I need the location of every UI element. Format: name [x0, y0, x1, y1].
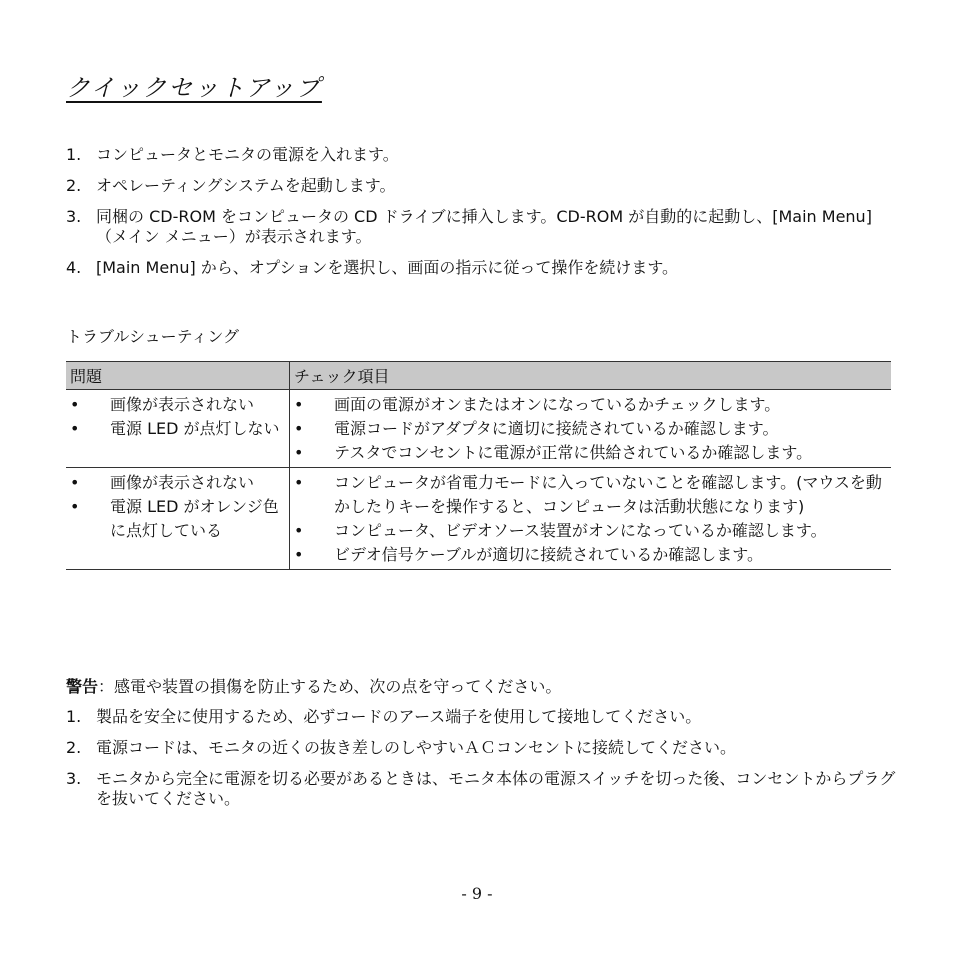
- bullet: •: [70, 395, 80, 414]
- problem-text: 画像が表示されない: [110, 395, 255, 414]
- step-number: 2.: [66, 738, 82, 757]
- warning-steps: [66, 707, 896, 820]
- column-header-check: チェック項目: [290, 362, 892, 390]
- list-item: [290, 471, 891, 519]
- warning-step-item: [66, 707, 896, 727]
- bullet: •: [294, 521, 304, 540]
- check-text: 画面の電源がオンまたはオンになっているかチェックします。: [334, 395, 781, 414]
- list-item: [290, 543, 891, 567]
- problem-text: 電源 LED がオレンジ色に点灯している: [110, 497, 279, 540]
- step-number: 1.: [66, 707, 82, 726]
- check-text: テスタでコンセントに電源が正常に供給されているか確認します。: [334, 443, 813, 462]
- table-header-row: [66, 362, 891, 390]
- problem-cell: [66, 468, 290, 570]
- troubleshooting-table: [66, 361, 891, 570]
- list-item: [66, 417, 289, 441]
- warning-separator: ：: [98, 677, 115, 696]
- check-text: コンピュータが省電力モードに入っていないことを確認します。(マウスを動かしたりキーを操作すると、コンピュータは活動状態になります): [334, 473, 882, 516]
- step-text: モニタから完全に電源を切る必要があるときは、モニタ本体の電源スイッチを切った後、コンセントからプラグを抜いてください。: [96, 769, 896, 808]
- step-number: 3.: [66, 769, 82, 788]
- step-text: [Main Menu] から、オプションを選択し、画面の指示に従って操作を続けます。: [96, 258, 679, 277]
- list-item: [290, 417, 891, 441]
- bullet: •: [70, 497, 80, 516]
- step-number: 4.: [66, 258, 82, 277]
- page-title: クイックセットアップ: [66, 74, 322, 102]
- step-item: [66, 258, 896, 278]
- step-text: 製品を安全に使用するため、必ずコードのアース端子を使用して接地してください。: [96, 707, 702, 726]
- warning-text: 感電や装置の損傷を防止するため、次の点を守ってください。: [114, 677, 562, 696]
- step-text: 電源コードは、モニタの近くの抜き差しのしやすいＡＣコンセントに接続してください。: [96, 738, 737, 757]
- setup-steps: [66, 145, 896, 289]
- warning-label: 警告: [66, 677, 99, 696]
- page-number: - 9 -: [461, 884, 493, 903]
- step-text: 同梱の CD-ROM をコンピュータの CD ドライブに挿入します。CD-ROM が自動的に起動し、[Main Menu]（メイン メニュー）が表示されます。: [96, 207, 872, 246]
- column-header-problem: 問題: [66, 362, 290, 390]
- check-cell: [290, 390, 892, 468]
- step-number: 3.: [66, 207, 82, 226]
- step-item: [66, 176, 896, 196]
- check-cell: [290, 468, 892, 570]
- check-text: ビデオ信号ケーブルが適切に接続されているか確認します。: [334, 545, 763, 564]
- step-item: [66, 207, 896, 247]
- list-item: [290, 519, 891, 543]
- list-item: [66, 495, 289, 543]
- warning-step-item: [66, 769, 896, 809]
- step-item: [66, 145, 896, 165]
- check-text: 電源コードがアダプタに適切に接続されているか確認します。: [334, 419, 779, 438]
- bullet: •: [70, 419, 80, 438]
- list-item: [66, 393, 289, 417]
- warning-note: [66, 676, 561, 698]
- table-row: [66, 468, 891, 570]
- step-number: 1.: [66, 145, 82, 164]
- check-text: コンピュータ、ビデオソース装置がオンになっているか確認します。: [334, 521, 827, 540]
- bullet: •: [294, 473, 304, 492]
- bullet: •: [294, 443, 304, 462]
- problem-cell: [66, 390, 290, 468]
- bullet: •: [294, 419, 304, 438]
- step-text: コンピュータとモニタの電源を入れます。: [96, 145, 399, 164]
- problem-text: 電源 LED が点灯しない: [110, 419, 280, 438]
- warning-step-item: [66, 738, 896, 758]
- list-item: [66, 471, 289, 495]
- list-item: [290, 393, 891, 417]
- section-heading: トラブルシューティング: [66, 327, 240, 346]
- problem-text: 画像が表示されない: [110, 473, 255, 492]
- step-number: 2.: [66, 176, 82, 195]
- list-item: [290, 441, 891, 465]
- bullet: •: [294, 545, 304, 564]
- bullet: •: [70, 473, 80, 492]
- bullet: •: [294, 395, 304, 414]
- step-text: オペレーティングシステムを起動します。: [96, 176, 396, 195]
- table-row: [66, 390, 891, 468]
